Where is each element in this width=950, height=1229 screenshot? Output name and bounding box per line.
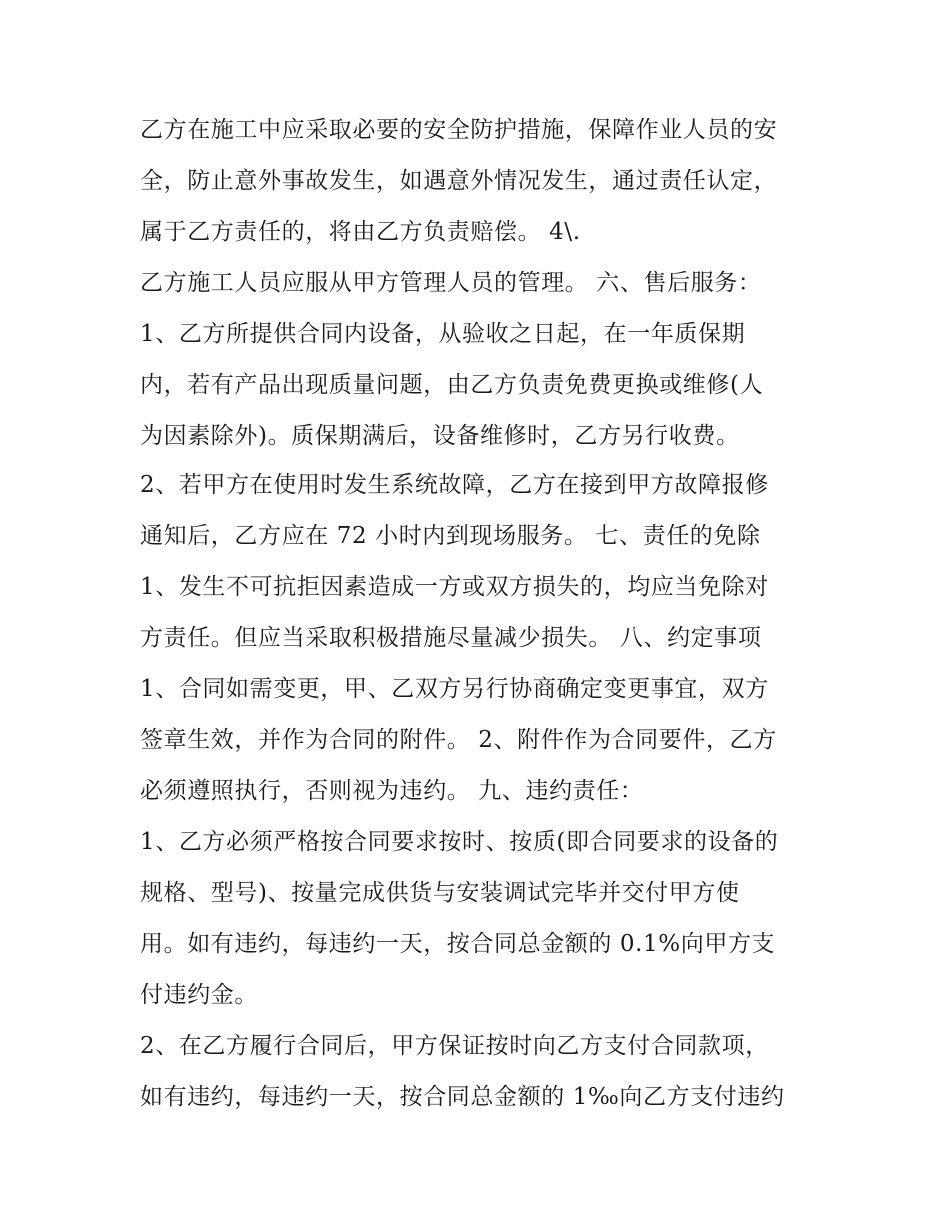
text-line: 用。如有违约，每违约一天，按合同总金额的 0.1%向甲方支 xyxy=(140,931,776,957)
text-line: 乙方施工人员应服从甲方管理人员的管理。 六、售后服务： xyxy=(140,270,762,296)
text-line: 签章生效，并作为合同的附件。 2、附件作为合同要件，乙方 xyxy=(140,727,777,753)
text-line: 属于乙方责任的，将由乙方负责赔偿。 4\. xyxy=(140,219,581,245)
text-line: 全，防止意外事故发生，如遇意外情况发生，通过责任认定， xyxy=(140,168,778,194)
text-line: 1、乙方所提供合同内设备，从验收之日起，在一年质保期 xyxy=(140,321,746,347)
text-line: 方责任。但应当采取积极措施尽量减少损失。 八、约定事项 xyxy=(140,625,762,651)
text-line: 1、乙方必须严格按合同要求按时、按质(即合同要求的设备的 xyxy=(140,829,779,855)
text-line: 为因素除外)。质保期满后，设备维修时，乙方另行收费。 xyxy=(140,423,740,449)
text-line: 如有违约，每违约一天，按合同总金额的 1‰向乙方支付违约 xyxy=(140,1084,785,1110)
text-line: 必须遵照执行，否则视为违约。 九、违约责任： xyxy=(140,778,644,804)
text-line: 规格、型号)、按量完成供货与安装调试完毕并交付甲方使 xyxy=(140,880,740,906)
text-line: 2、在乙方履行合同后，甲方保证按时向乙方支付合同款项， xyxy=(140,1033,769,1059)
text-line: 2、若甲方在使用时发生系统故障，乙方在接到甲方故障报修 xyxy=(140,472,769,498)
text-line: 1、合同如需变更，甲、乙双方另行协商确定变更事宜，双方 xyxy=(140,676,769,702)
text-line: 内，若有产品出现质量问题，由乙方负责免费更换或维修(人 xyxy=(140,372,764,398)
text-line: 通知后，乙方应在 72 小时内到现场服务。 七、责任的免除 xyxy=(140,523,761,549)
text-line: 乙方在施工中应采取必要的安全防护措施，保障作业人员的安 xyxy=(140,117,778,143)
text-line: 付违约金。 xyxy=(140,982,258,1008)
text-line: 1、发生不可抗拒因素造成一方或双方损失的，均应当免除对 xyxy=(140,574,769,600)
